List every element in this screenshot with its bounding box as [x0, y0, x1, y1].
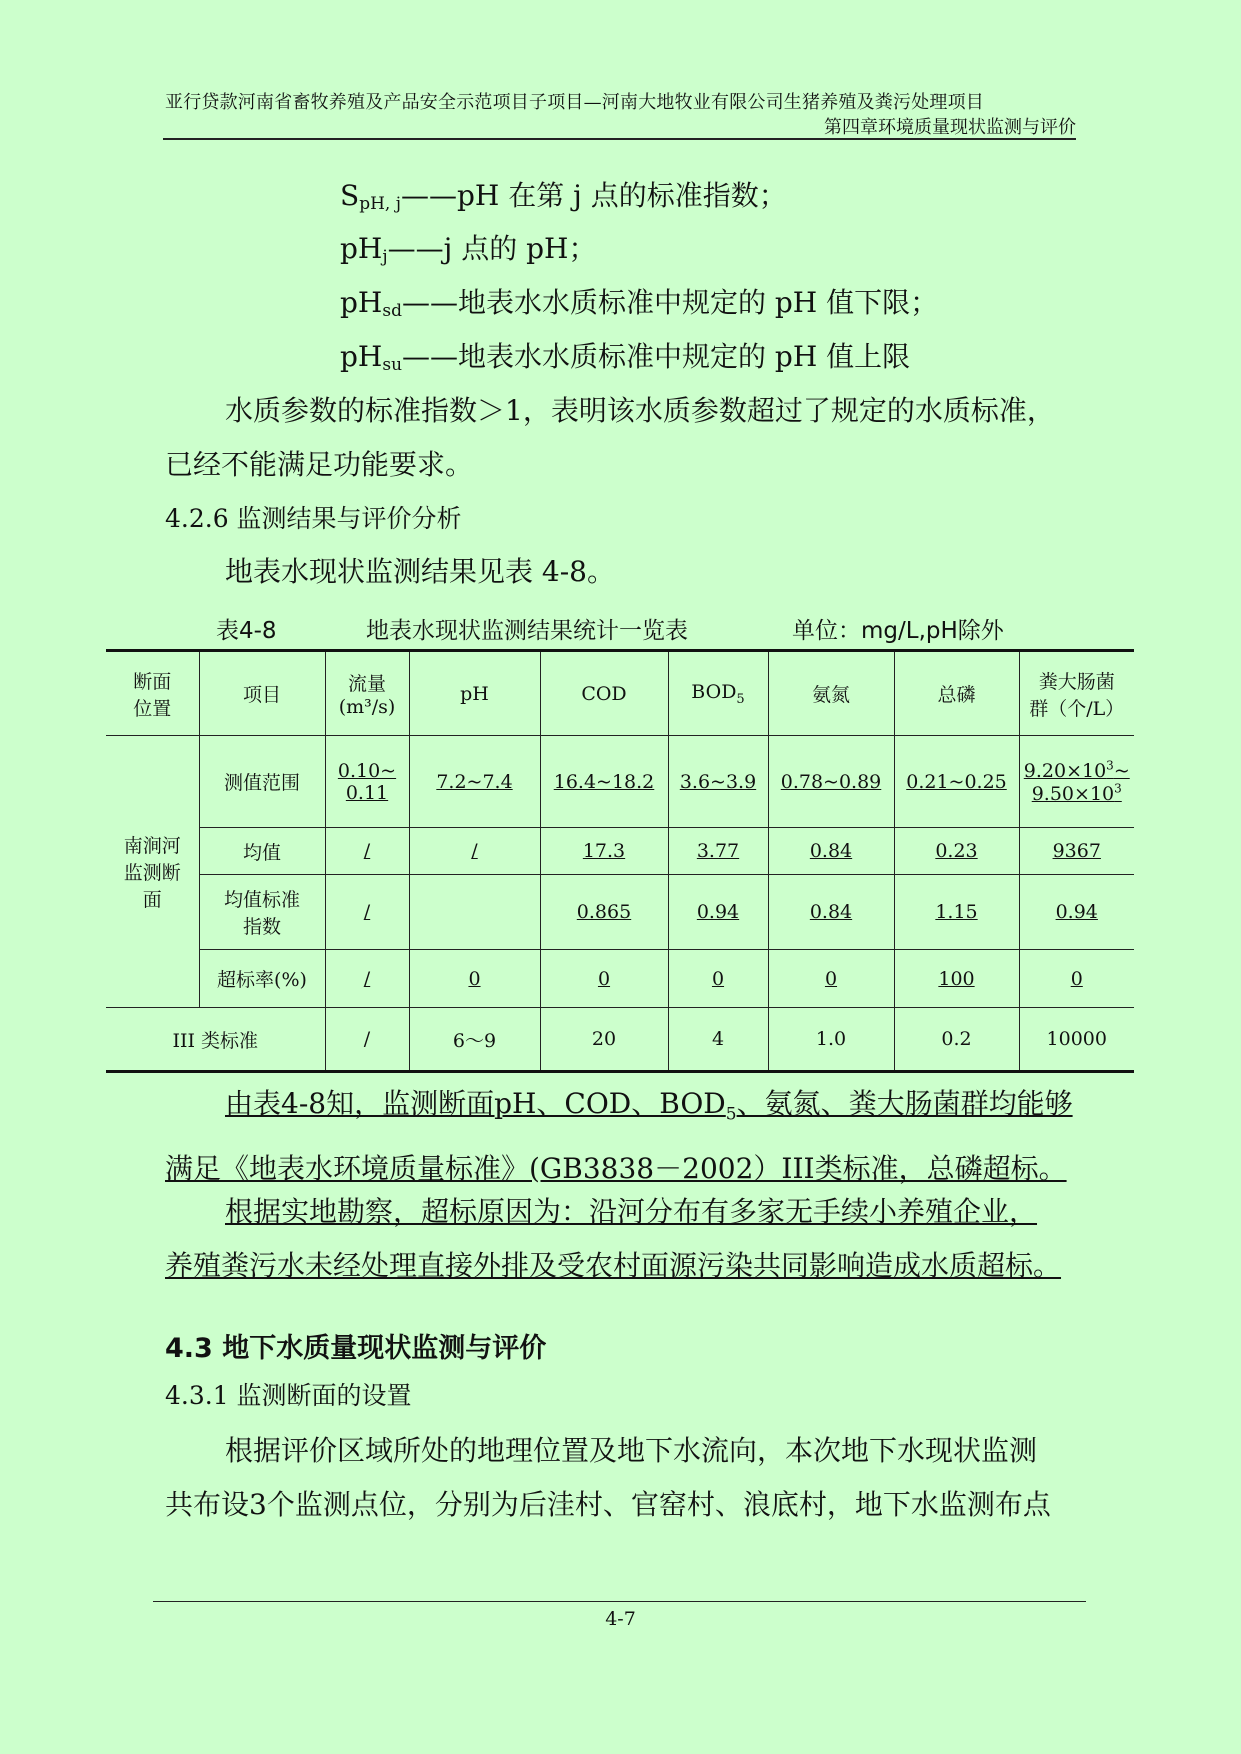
row-label-index: 均值标准 指数 [199, 875, 325, 950]
table-row-standard [106, 1008, 1134, 1072]
row-label-standard: III 类标准 [106, 1008, 325, 1072]
page-number: 4-7 [605, 1608, 636, 1630]
cell-mean-tp: 0.23 [894, 828, 1019, 875]
header-total-phosphorus: 总磷 [894, 651, 1019, 736]
cell-standard-coliform: 10000 [1019, 1008, 1134, 1072]
cell-exceed-bod5: 0 [668, 950, 768, 1008]
header-coliform: 粪大肠菌 群（个/L） [1019, 651, 1134, 736]
header-ammonia: 氨氮 [768, 651, 894, 736]
definition-phj: $pH_j——j$ 点的 pH； [340, 232, 597, 267]
table-row-range [106, 736, 1134, 828]
paragraph-conclusion: 由表4-8知，监测断面pH、COD、$BOD_5$、氨氮、粪大肠菌群均能够 满足《地表水环境质量标准》(GB3838－2002）III类标准，总磷超标。 [165, 1087, 1073, 1185]
cell-standard-flow: / [325, 1008, 409, 1072]
cell-index-flow: / [325, 875, 409, 950]
cell-exceed-coliform: 0 [1019, 950, 1134, 1008]
running-header-title: 亚行贷款河南省畜牧养殖及产品安全示范项目子项目—河南大地牧业有限公司生猪养殖及粪污处理项目 [165, 92, 984, 113]
row-label-exceed: 超标率(%) [199, 950, 325, 1008]
cell-mean-ammonia: 0.84 [768, 828, 894, 875]
header-item: 项目 [199, 651, 325, 736]
cell-standard-ph: 6～9 [409, 1008, 540, 1072]
table-row-mean [106, 828, 1134, 875]
table-number: 表4-8 [216, 618, 277, 644]
table-header-row [106, 651, 1134, 736]
header-bod5: $BOD_5$ [668, 651, 768, 736]
cell-standard-bod5: 4 [668, 1008, 768, 1072]
cell-exceed-tp: 100 [894, 950, 1019, 1008]
running-header-chapter: 第四章环境质量现状监测与评价 [824, 117, 1076, 138]
row-label-mean: 均值 [199, 828, 325, 875]
cell-mean-cod: 17.3 [540, 828, 668, 875]
cell-exceed-cod: 0 [540, 950, 668, 1008]
cell-range-ph: 7.2~7.4 [409, 736, 540, 828]
section-heading-4-2-6: 4.2.6 监测结果与评价分析 [165, 504, 462, 533]
table-row-exceed [106, 950, 1134, 1008]
table-title: 地表水现状监测结果统计一览表 [366, 618, 688, 644]
section-heading-4-3: 4.3 地下水质量现状监测与评价 [165, 1333, 547, 1364]
cell-standard-tp: 0.2 [894, 1008, 1019, 1072]
cell-index-ammonia: 0.84 [768, 875, 894, 950]
footer-rule [153, 1601, 1086, 1602]
cell-mean-flow: / [325, 828, 409, 875]
cell-range-cod: 16.4~18.2 [540, 736, 668, 828]
header-ph: pH [409, 651, 540, 736]
cell-range-ammonia: 0.78~0.89 [768, 736, 894, 828]
cell-index-bod5: 0.94 [668, 875, 768, 950]
cell-range-coliform: $9.20\times 10^3\sim$ $9.50\times 10^3$ [1019, 736, 1134, 828]
definition-phsu: $pH_{su}——$地表水水质标准中规定的 pH 值上限 [340, 340, 911, 375]
cell-mean-ph: / [409, 828, 540, 875]
cell-index-cod: 0.865 [540, 875, 668, 950]
cell-exceed-ph: 0 [409, 950, 540, 1008]
header-flow: 流量 (m³/s) [325, 651, 409, 736]
cell-index-ph [409, 875, 540, 950]
cell-exceed-ammonia: 0 [768, 950, 894, 1008]
monitoring-results-table [106, 649, 1134, 1073]
cell-mean-coliform: 9367 [1019, 828, 1134, 875]
paragraph-standard-index: 水质参数的标准指数＞1，表明该水质参数超过了规定的水质标准， 已经不能满足功能要求。 [165, 394, 1055, 481]
cell-range-bod5: 3.6~3.9 [668, 736, 768, 828]
table-unit: 单位：mg/L,pH除外 [792, 618, 1004, 644]
section-heading-4-3-1: 4.3.1 监测断面的设置 [165, 1381, 412, 1410]
location-cell: 南涧河 监测断 面 [106, 736, 199, 1008]
header-location: 断面 位置 [106, 651, 199, 736]
cell-range-flow: 0.10~ 0.11 [325, 736, 409, 828]
cell-exceed-flow: / [325, 950, 409, 1008]
table-row-index [106, 875, 1134, 950]
cell-mean-bod5: 3.77 [668, 828, 768, 875]
paragraph-groundwater-points: 根据评价区域所处的地理位置及地下水流向，本次地下水现状监测 共布设3个监测点位，分别为后洼村、官窑村、浪底村，地下水监测布点 [165, 1434, 1051, 1521]
definition-phsd: $pH_{sd}——$地表水水质标准中规定的 pH 值下限； [340, 286, 939, 321]
paragraph-exceed-reason: 根据实地勘察，超标原因为：沿河分布有多家无手续小养殖企业， 养殖粪污水未经处理直接外排及受农村面源污染共同影响造成水质超标。 [165, 1195, 1062, 1282]
cell-standard-cod: 20 [540, 1008, 668, 1072]
cell-index-tp: 1.15 [894, 875, 1019, 950]
cell-index-coliform: 0.94 [1019, 875, 1134, 950]
header-rule [163, 138, 1076, 140]
header-cod: COD [540, 651, 668, 736]
cell-range-tp: 0.21~0.25 [894, 736, 1019, 828]
cell-standard-ammonia: 1.0 [768, 1008, 894, 1072]
row-label-range: 测值范围 [199, 736, 325, 828]
paragraph-table-ref: 地表水现状监测结果见表 4-8。 [225, 555, 615, 588]
definition-spHj: $S_{pH, j}——pH$ 在第 j 点的标准指数； [340, 179, 787, 214]
